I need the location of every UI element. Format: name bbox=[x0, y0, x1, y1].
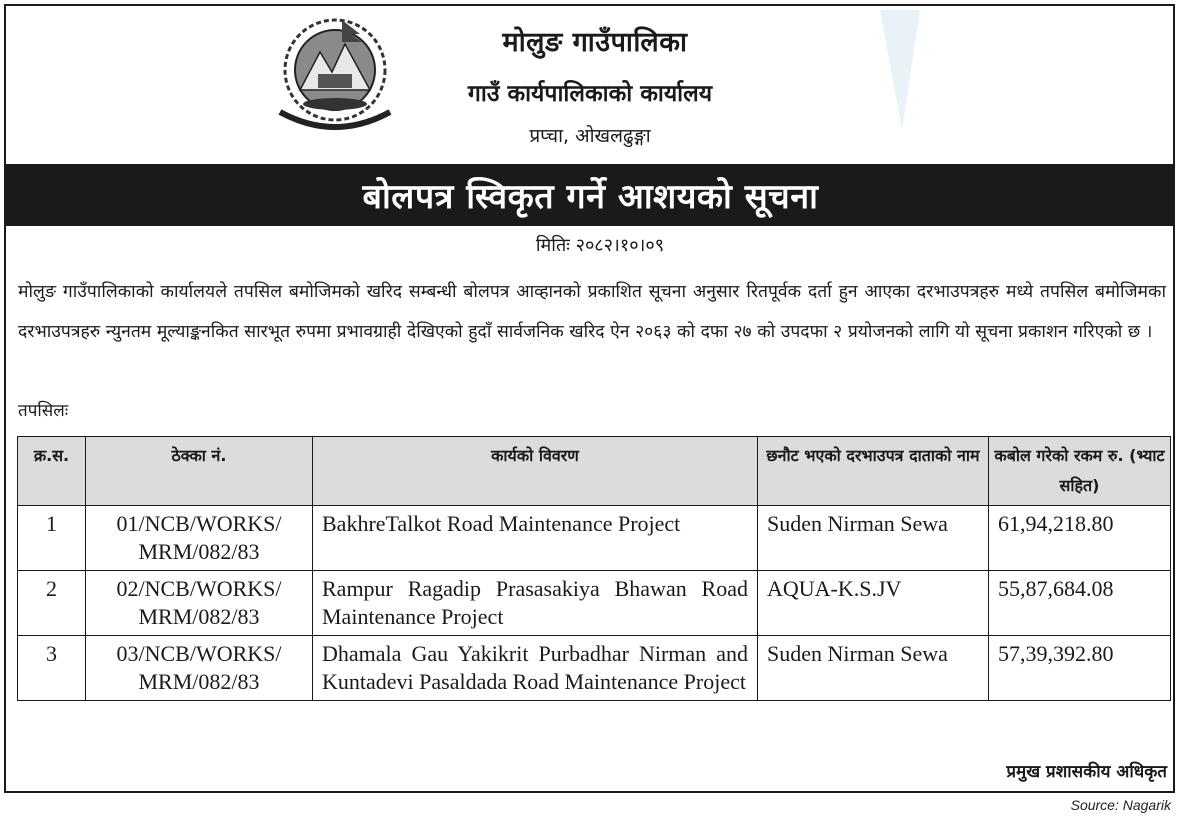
header-description: कार्यको विवरण bbox=[313, 437, 758, 506]
cell-amount: 61,94,218.80 bbox=[989, 506, 1171, 571]
table-row bbox=[18, 571, 1171, 636]
notice-date: मितिः २०८२।१०।०९ bbox=[535, 235, 665, 256]
cell-description: BakhreTalkot Road Maintenance Project bbox=[313, 506, 758, 571]
details-label: तपसिलः bbox=[18, 401, 69, 421]
table-header-row bbox=[18, 437, 1171, 506]
cell-sn: 3 bbox=[18, 636, 86, 701]
cell-amount: 57,39,392.80 bbox=[989, 636, 1171, 701]
office-location: प्रप्चा, ओखलढुङ्गा bbox=[529, 125, 651, 147]
header-bidder: छनौट भएको दरभाउपत्र दाताको नाम bbox=[758, 437, 989, 506]
cell-contract-no: 02/NCB/WORKS/ MRM/082/83 bbox=[86, 571, 313, 636]
header-contract-no: ठेक्का नं. bbox=[86, 437, 313, 506]
nepal-government-emblem-icon bbox=[270, 12, 400, 136]
cell-sn: 2 bbox=[18, 571, 86, 636]
header-sn: क्र.स. bbox=[18, 437, 86, 506]
cell-amount: 55,87,684.08 bbox=[989, 571, 1171, 636]
office-name: गाउँ कार्यपालिकाको कार्यालय bbox=[467, 81, 713, 107]
table-row bbox=[18, 506, 1171, 571]
source-credit: Source: Nagarik bbox=[1070, 797, 1171, 813]
table-row bbox=[18, 636, 1171, 701]
header-amount: कबोल गरेको रकम रु. (भ्याट सहित) bbox=[989, 437, 1171, 506]
notice-body: मोलुङ गाउँपालिकाको कार्यालयले तपसिल बमोजिमको खरिद सम्बन्धी बोलपत्र आव्हानको प्रकाशित सूचना अनुसार रितपूर्वक दर्ता हुन आएका दरभाउपत्रहरु मध्ये तपसिल बमोजिमका दरभाउपत्रहरु न्युनतम मूल्याङ्कनकित सारभूत रुपमा प्रभावग्राही देखिएको हुदाँ सार्वजनिक खरिद ऐन २०६३ को दफा २७ को उपदफा २ प्रयोजनको लागि यो सूचना प्रकाशन गरिएको छ । bbox=[18, 282, 1166, 342]
cell-bidder: Suden Nirman Sewa bbox=[758, 506, 989, 571]
cell-sn: 1 bbox=[18, 506, 86, 571]
notice-heading: बोलपत्र स्विकृत गर्ने आशयको सूचना bbox=[362, 177, 819, 217]
municipality-name: मोलुङ गाउँपालिका bbox=[502, 27, 688, 58]
cell-bidder: AQUA-K.S.JV bbox=[758, 571, 989, 636]
cell-bidder: Suden Nirman Sewa bbox=[758, 636, 989, 701]
notice-heading-banner bbox=[6, 164, 1175, 226]
signoff-title: प्रमुख प्रशासकीय अधिकृत bbox=[1006, 762, 1167, 782]
cell-description: Dhamala Gau Yakikrit Purbadhar Nirman and Kuntadevi Pasaldada Road Maintenance Project bbox=[313, 636, 758, 701]
cell-description: Rampur Ragadip Prasasakiya Bhawan Road Maintenance Project bbox=[313, 571, 758, 636]
bid-results-table bbox=[17, 436, 1171, 701]
cell-contract-no: 03/NCB/WORKS/ MRM/082/83 bbox=[86, 636, 313, 701]
cell-contract-no: 01/NCB/WORKS/ MRM/082/83 bbox=[86, 506, 313, 571]
